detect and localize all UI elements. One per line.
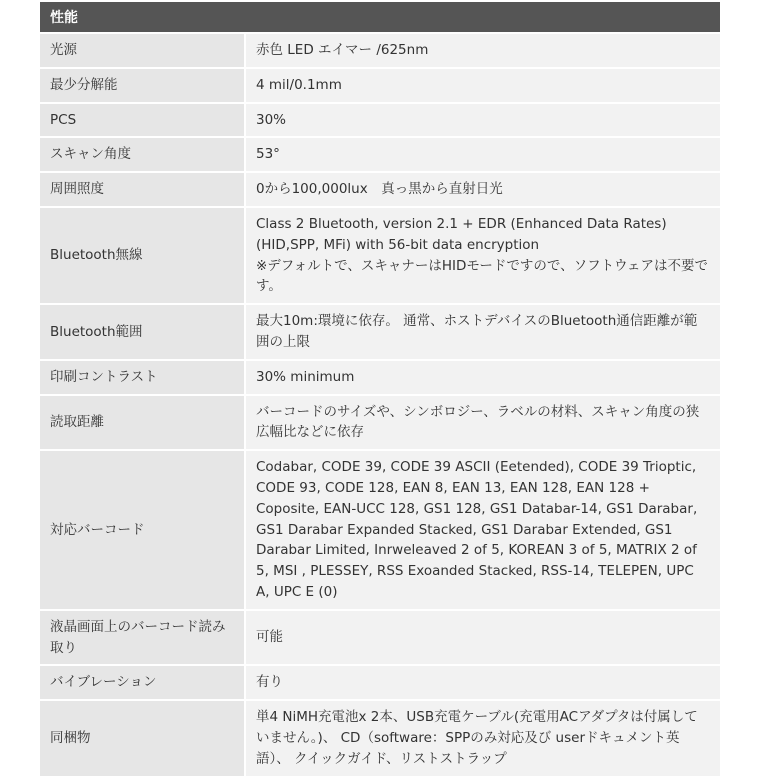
spec-value: 4 mil/0.1mm (256, 76, 342, 93)
spec-value-cell (245, 700, 720, 776)
spec-value-cell (245, 172, 720, 207)
spec-value-cell (245, 360, 720, 395)
spec-label: 周囲照度 (40, 172, 245, 207)
spec-label: 同梱物 (40, 700, 245, 776)
spec-label: 液晶画面上のバーコード読み取り (40, 610, 245, 666)
spec-label: 光源 (40, 33, 245, 68)
spec-row (40, 700, 720, 776)
spec-value: 単4 NiMH充電池x 2本、USB充電ケーブル(充電用ACアダプタは付属していません。)、 CD（software：SPPのみ対応及び userドキュメント英語）、 クイックガイド、リストストラップ (256, 709, 698, 767)
spec-value-cell (245, 304, 720, 360)
spec-header-title: 性能 (40, 2, 720, 33)
spec-value-cell (245, 395, 720, 451)
spec-value: Class 2 Bluetooth, version 2.1 + EDR (Enhanced Data Rates) (HID,SPP, MFi) with 56-bit data encryption ※デフォルトで、スキャナーはHIDモードですので、ソフトウェアは不要です。 (256, 215, 709, 295)
spec-value: 30% minimum (256, 368, 355, 385)
spec-row (40, 450, 720, 610)
spec-label: Bluetooth無線 (40, 207, 245, 304)
spec-value: 有り (256, 674, 283, 691)
spec-value-cell (245, 450, 720, 610)
spec-value-cell (245, 68, 720, 103)
spec-value: 最大10m:環境に依存。 通常、ホストデバイスのBluetooth通信距離が範囲の上限 (256, 313, 698, 350)
spec-label: 対応バーコード (40, 450, 245, 610)
spec-value-cell (245, 33, 720, 68)
spec-value-cell (245, 207, 720, 304)
spec-value-cell (245, 103, 720, 138)
spec-value: Codabar, CODE 39, CODE 39 ASCII (Eetended), CODE 39 Trioptic, CODE 93, CODE 128, EAN 8, EAN 13, EAN 128, EAN 128 + Coposite, EAN-UCC 128, GS1 128, GS1 Databar-14, GS1 Darabar, GS1 Darabar Expanded Stacked, GS1 Darabar Extended, GS1 Darabar Limited, Inrweleaved 2 of 5, KOREAN 3 of 5, MATRIX 2 of 5, MSI , PLESSEY, RSS Exoanded Stacked, RSS-14, TELEPEN, UPC A, UPC E (0) (256, 459, 698, 600)
spec-table (40, 2, 720, 778)
spec-value: バーコードのサイズや、シンボロジー、ラベルの材料、スキャン角度の狭広幅比などに依存 (256, 403, 700, 441)
spec-row (40, 610, 720, 666)
spec-value: 赤色 LED エイマー /625nm (256, 42, 429, 58)
spec-label: PCS (40, 103, 245, 138)
spec-label: 印刷コントラスト (40, 360, 245, 395)
spec-value-cell (245, 665, 720, 700)
spec-label: 読取距離 (40, 395, 245, 451)
spec-row (40, 360, 720, 395)
spec-label: 最少分解能 (40, 68, 245, 103)
spec-row (40, 207, 720, 304)
spec-header-row (40, 2, 720, 33)
spec-label: スキャン角度 (40, 137, 245, 172)
spec-body (40, 33, 720, 777)
spec-value-cell (245, 610, 720, 666)
spec-value-cell (245, 137, 720, 172)
spec-value: 0から100,000lux 真っ黒から直射日光 (256, 181, 503, 198)
spec-value: 53° (256, 146, 280, 163)
spec-row (40, 103, 720, 138)
spec-row (40, 172, 720, 207)
spec-row (40, 33, 720, 68)
spec-value: 30% (256, 111, 287, 128)
spec-label: バイブレーション (40, 665, 245, 700)
spec-label: Bluetooth範囲 (40, 304, 245, 360)
spec-row (40, 68, 720, 103)
spec-row (40, 137, 720, 172)
spec-row (40, 665, 720, 700)
spec-row (40, 304, 720, 360)
spec-value: 可能 (256, 629, 283, 646)
spec-row (40, 395, 720, 451)
